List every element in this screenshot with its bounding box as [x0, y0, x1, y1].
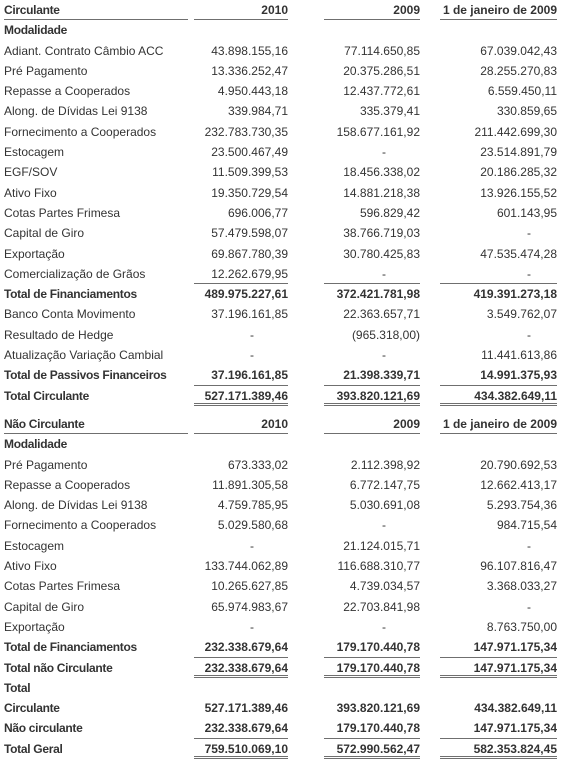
total-row [0, 637, 568, 657]
value-2009: 12.437.772,61 [343, 84, 420, 99]
row-label: Capital de Giro [4, 226, 85, 241]
table-row [0, 264, 568, 284]
value-jan2009: 96.107.816,47 [480, 559, 557, 574]
total-row [0, 284, 568, 304]
section-gap [0, 406, 568, 414]
total-row [0, 718, 568, 738]
value-2009: 21.124.015,71 [343, 538, 420, 553]
value-2010: 339.984,71 [227, 104, 288, 119]
row-label: Cotas Partes Frimesa [4, 579, 121, 594]
value-jan2009: - [527, 538, 531, 553]
value-2010: 65.974.983,67 [211, 599, 288, 614]
total-row [0, 365, 568, 385]
value-2010: - [250, 327, 254, 342]
header-row-nao-circulante [0, 414, 568, 434]
value-2010: 489.975.227,61 [204, 287, 288, 302]
section-title: Circulante [4, 0, 188, 20]
total-row [0, 386, 568, 406]
value-2009: 335.379,41 [359, 104, 420, 119]
value-2010: 57.479.598,07 [211, 226, 288, 241]
value-2009: 116.688.310,77 [337, 559, 420, 574]
table-row [0, 61, 568, 81]
table-row [0, 475, 568, 495]
table-row [0, 536, 568, 556]
value-2009: 22.703.841,98 [343, 599, 420, 614]
col-2010-header: 2010 [194, 414, 288, 434]
value-2010: 232.338.679,64 [194, 658, 288, 678]
row-label: Along. de Dívidas Lei 9138 [4, 498, 148, 513]
value-jan2009: 11.441.613,86 [481, 348, 557, 363]
value-2009: 6.772.147,75 [349, 477, 420, 492]
value-2009: 20.375.286,51 [343, 63, 420, 78]
value-jan2009: 5.293.754,36 [486, 498, 557, 513]
value-2009: 4.739.034,57 [349, 579, 420, 594]
table-row [0, 162, 568, 182]
value-2009: 21.398.339,71 [324, 365, 420, 385]
value-2010: 5.029.580,68 [217, 518, 288, 533]
row-label: Pré Pagamento [4, 63, 88, 78]
value-2009: - [382, 145, 386, 160]
row-label: Adiant. Contrato Câmbio ACC [4, 43, 164, 58]
value-2010: 527.171.389,46 [194, 386, 288, 406]
section-title: Não Circulante [4, 414, 188, 434]
table-row [0, 345, 568, 365]
row-label: Pré Pagamento [4, 457, 88, 472]
value-jan2009: - [527, 327, 531, 342]
value-2009: 393.820.121,69 [324, 386, 420, 406]
total-row [0, 658, 568, 678]
table-row [0, 244, 568, 264]
value-jan2009: 211.442.699,30 [474, 124, 557, 139]
row-label: Total de Financiamentos [4, 287, 137, 302]
table-row [0, 183, 568, 203]
value-jan2009: 147.971.175,34 [440, 637, 557, 657]
value-2010: 37.196.161,85 [211, 307, 288, 322]
value-2010: - [250, 538, 254, 553]
value-2010: 232.338.679,64 [194, 718, 288, 738]
value-jan2009: 3.368.033,27 [486, 579, 557, 594]
section-title: Total [4, 680, 31, 695]
table-row [0, 142, 568, 162]
row-label: Total Circulante [4, 388, 89, 403]
value-2009: 572.990.562,47 [324, 739, 420, 759]
value-2010: 133.744.062,89 [204, 559, 288, 574]
row-label: Banco Conta Movimento [4, 307, 136, 322]
value-jan2009: - [527, 226, 531, 241]
value-jan2009: 20.790.692,53 [480, 457, 557, 472]
value-jan2009: 147.971.175,34 [440, 658, 557, 678]
subheader-row [0, 20, 568, 40]
table-row [0, 41, 568, 61]
value-2009: - [324, 264, 420, 284]
table-row [0, 455, 568, 475]
col-jan2009-header: 1 de janeiro de 2009 [440, 0, 557, 20]
row-label: Circulante [4, 701, 60, 716]
table-row [0, 597, 568, 617]
table-row [0, 556, 568, 576]
value-jan2009: 330.859,65 [496, 104, 557, 119]
value-jan2009: 8.763.750,00 [486, 619, 557, 634]
table-row [0, 617, 568, 637]
value-2009: 14.881.218,38 [343, 185, 420, 200]
value-2009: (965.318,00) [351, 327, 420, 342]
value-jan2009: - [440, 264, 557, 284]
value-2010: 23.500.467,49 [211, 145, 288, 160]
col-2009-header: 2009 [324, 414, 420, 434]
modalidade-label: Modalidade [4, 23, 68, 38]
total-section-title-row [0, 678, 568, 698]
table-row [0, 81, 568, 101]
row-label: Along. de Dívidas Lei 9138 [4, 104, 148, 119]
value-2009: 179.170.440,78 [324, 718, 420, 738]
row-label: Não circulante [4, 721, 83, 736]
table-row [0, 576, 568, 596]
value-2010: - [250, 348, 254, 363]
col-2009-header: 2009 [324, 0, 420, 20]
value-jan2009: 13.926.155,52 [480, 185, 557, 200]
value-2010: 527.171.389,46 [204, 701, 288, 716]
value-2009: 372.421.781,98 [336, 287, 420, 302]
table-row [0, 122, 568, 142]
value-2010: 13.336.252,47 [211, 63, 288, 78]
total-row [0, 698, 568, 718]
value-jan2009: 434.382.649,11 [474, 701, 557, 716]
value-2010: 12.262.679,95 [194, 264, 288, 284]
value-2009: 77.114.650,85 [344, 43, 420, 58]
value-2009: 158.677.161,92 [336, 124, 420, 139]
value-2009: 38.766.719,03 [343, 226, 420, 241]
row-label: Fornecimento a Cooperados [4, 518, 157, 533]
value-2009: 30.780.425,83 [343, 246, 420, 261]
modalidade-label: Modalidade [4, 437, 68, 452]
value-jan2009: 14.991.375,93 [440, 365, 557, 385]
value-2010: 19.350.729,54 [211, 185, 288, 200]
row-label: Atualização Variação Cambial [4, 348, 164, 363]
value-jan2009: 434.382.649,11 [440, 386, 557, 406]
value-2009: 179.170.440,78 [324, 658, 420, 678]
table-row [0, 515, 568, 535]
value-jan2009: 6.559.450,11 [487, 84, 557, 99]
grand-total-row [0, 739, 568, 759]
value-jan2009: 47.535.474,28 [480, 246, 557, 261]
row-label: Total de Financiamentos [4, 640, 137, 655]
value-2010: 232.783.730,35 [204, 124, 288, 139]
subheader-row [0, 434, 568, 454]
row-label: EGF/SOV [4, 165, 58, 180]
value-2009: - [382, 518, 386, 533]
row-label: Repasse a Cooperados [4, 477, 131, 492]
row-label: Repasse a Cooperados [4, 84, 131, 99]
header-row-circulante [0, 0, 568, 20]
row-label: Estocagem [4, 145, 65, 160]
value-2010: 673.333,02 [227, 457, 288, 472]
row-label: Ativo Fixo [4, 185, 57, 200]
table-row [0, 304, 568, 324]
value-jan2009: 28.255.270,83 [480, 63, 557, 78]
row-label: Estocagem [4, 538, 65, 553]
row-label: Ativo Fixo [4, 559, 57, 574]
value-2010: 10.265.627,85 [211, 579, 288, 594]
value-2010: 696.006,77 [227, 205, 288, 220]
row-label: Cotas Partes Frimesa [4, 205, 121, 220]
value-jan2009: 12.662.413,17 [480, 477, 557, 492]
row-label: Total não Circulante [4, 660, 113, 675]
value-jan2009: 601.143,95 [496, 205, 557, 220]
value-2009: 18.456.338,02 [343, 165, 420, 180]
value-2010: 11.509.399,53 [212, 165, 288, 180]
value-jan2009: 419.391.273,18 [473, 287, 557, 302]
table-row [0, 101, 568, 121]
value-jan2009: - [527, 599, 531, 614]
value-2009: 393.820.121,69 [336, 701, 420, 716]
value-2009: - [382, 619, 386, 634]
value-2009: 596.829,42 [359, 205, 420, 220]
value-2009: - [382, 348, 386, 363]
value-jan2009: 984.715,54 [496, 518, 557, 533]
row-label: Comercialização de Grãos [4, 266, 146, 281]
value-jan2009: 147.971.175,34 [440, 718, 557, 738]
row-label: Capital de Giro [4, 599, 85, 614]
value-jan2009: 23.514.891,79 [480, 145, 557, 160]
col-jan2009-header: 1 de janeiro de 2009 [440, 414, 557, 434]
row-label: Exportação [4, 246, 65, 261]
table-row [0, 223, 568, 243]
value-2009: 5.030.691,08 [349, 498, 420, 513]
value-2009: 22.363.657,71 [343, 307, 420, 322]
row-label: Resultado de Hedge [4, 327, 114, 342]
value-2010: 759.510.069,10 [194, 739, 288, 759]
value-jan2009: 20.186.285,32 [480, 165, 557, 180]
value-2010: 43.898.155,16 [211, 43, 288, 58]
row-label: Total de Passivos Financeiros [4, 368, 167, 383]
table-row [0, 495, 568, 515]
table-row [0, 203, 568, 223]
row-label: Fornecimento a Cooperados [4, 124, 157, 139]
row-label: Exportação [4, 619, 65, 634]
value-2010: - [250, 619, 254, 634]
row-label: Total Geral [4, 741, 63, 756]
col-2010-header: 2010 [194, 0, 288, 20]
value-2009: 2.112.398,92 [350, 457, 420, 472]
value-jan2009: 67.039.042,43 [480, 43, 557, 58]
value-2010: 232.338.679,64 [194, 637, 288, 657]
value-2010: 69.867.780,39 [211, 246, 288, 261]
table-row [0, 325, 568, 345]
value-2010: 4.759.785,95 [217, 498, 288, 513]
value-2010: 11.891.305,58 [212, 477, 288, 492]
value-2010: 4.950.443,18 [217, 84, 288, 99]
value-jan2009: 582.353.824,45 [440, 739, 557, 759]
value-2009: 179.170.440,78 [324, 637, 420, 657]
value-2010: 37.196.161,85 [194, 365, 288, 385]
value-jan2009: 3.549.762,07 [486, 307, 557, 322]
